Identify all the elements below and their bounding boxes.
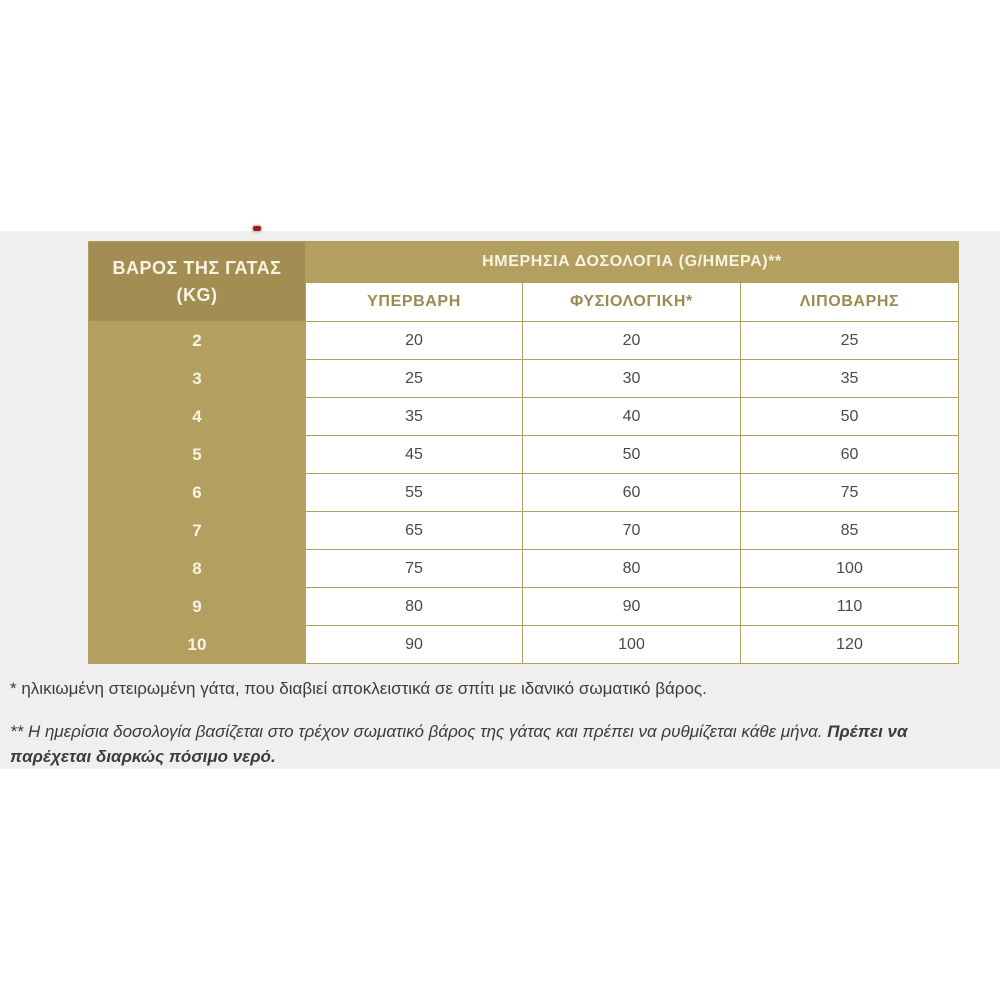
dose-cell: 90 — [523, 588, 741, 626]
dose-cell: 60 — [741, 436, 959, 474]
dose-cell: 100 — [523, 626, 741, 664]
header-row-main — [89, 242, 959, 283]
weight-cell: 7 — [89, 512, 306, 550]
table-row — [89, 360, 959, 398]
dose-cell: 40 — [523, 398, 741, 436]
table-row — [89, 436, 959, 474]
corner-header-line1: ΒΑΡΟΣ ΤΗΣ ΓΑΤΑΣ — [112, 258, 282, 279]
table-row — [89, 626, 959, 664]
footnote-second-regular: ** Η ημερίσια δοσολογία βασίζεται στο τρέχον σωματικό βάρος της γάτας και πρέπει να ρυθμίζεται κάθε μήνα. — [10, 722, 828, 741]
subheader-underweight: ΛΙΠΟΒΑΡΗΣ — [741, 283, 959, 322]
weight-cell: 4 — [89, 398, 306, 436]
dose-cell: 80 — [306, 588, 523, 626]
weight-cell: 10 — [89, 626, 306, 664]
table-row — [89, 512, 959, 550]
weight-cell: 3 — [89, 360, 306, 398]
dose-cell: 50 — [741, 398, 959, 436]
dose-cell: 60 — [523, 474, 741, 512]
weight-cell: 5 — [89, 436, 306, 474]
dose-cell: 20 — [306, 322, 523, 360]
dose-cell: 35 — [741, 360, 959, 398]
dose-cell: 25 — [306, 360, 523, 398]
dose-cell: 65 — [306, 512, 523, 550]
corner-header-line2: (KG) — [176, 284, 218, 305]
dose-cell: 110 — [741, 588, 959, 626]
dosage-table — [88, 241, 959, 664]
footnote-second — [10, 719, 962, 769]
dose-cell: 120 — [741, 626, 959, 664]
table-row — [89, 322, 959, 360]
dose-cell: 55 — [306, 474, 523, 512]
dose-cell: 70 — [523, 512, 741, 550]
subheader-overweight: ΥΠΕΡΒΑΡΗ — [306, 283, 523, 322]
dose-cell: 85 — [741, 512, 959, 550]
weight-cell: 9 — [89, 588, 306, 626]
dose-cell: 80 — [523, 550, 741, 588]
dose-cell: 50 — [523, 436, 741, 474]
table-row — [89, 398, 959, 436]
dose-cell: 75 — [741, 474, 959, 512]
dose-cell: 25 — [741, 322, 959, 360]
weight-cell: 2 — [89, 322, 306, 360]
weight-cell: 6 — [89, 474, 306, 512]
dose-cell: 45 — [306, 436, 523, 474]
main-header-cell: ΗΜΕΡΗΣΙΑ ΔΟΣΟΛΟΓΙΑ (G/ΗΜΕΡΑ)** — [306, 242, 959, 283]
table-row — [89, 588, 959, 626]
table-row — [89, 550, 959, 588]
dose-cell: 30 — [523, 360, 741, 398]
dose-cell: 90 — [306, 626, 523, 664]
footnote-first: * ηλικιωμένη στειρωμένη γάτα, που διαβιεί αποκλειστικά σε σπίτι με ιδανικό σωματικό βάρος. — [10, 679, 707, 698]
subheader-normal: ΦΥΣΙΟΛΟΓΙΚΗ* — [523, 283, 741, 322]
weight-cell: 8 — [89, 550, 306, 588]
red-artifact-dot — [253, 226, 261, 231]
footnote-second-bold: Πρέπει να παρέχεται διαρκώς πόσιμο νερό. — [10, 722, 908, 766]
corner-header-cell — [89, 242, 306, 322]
dose-cell: 75 — [306, 550, 523, 588]
dose-cell: 100 — [741, 550, 959, 588]
table-row — [89, 474, 959, 512]
table-body — [89, 322, 959, 664]
dose-cell: 35 — [306, 398, 523, 436]
dose-cell: 20 — [523, 322, 741, 360]
